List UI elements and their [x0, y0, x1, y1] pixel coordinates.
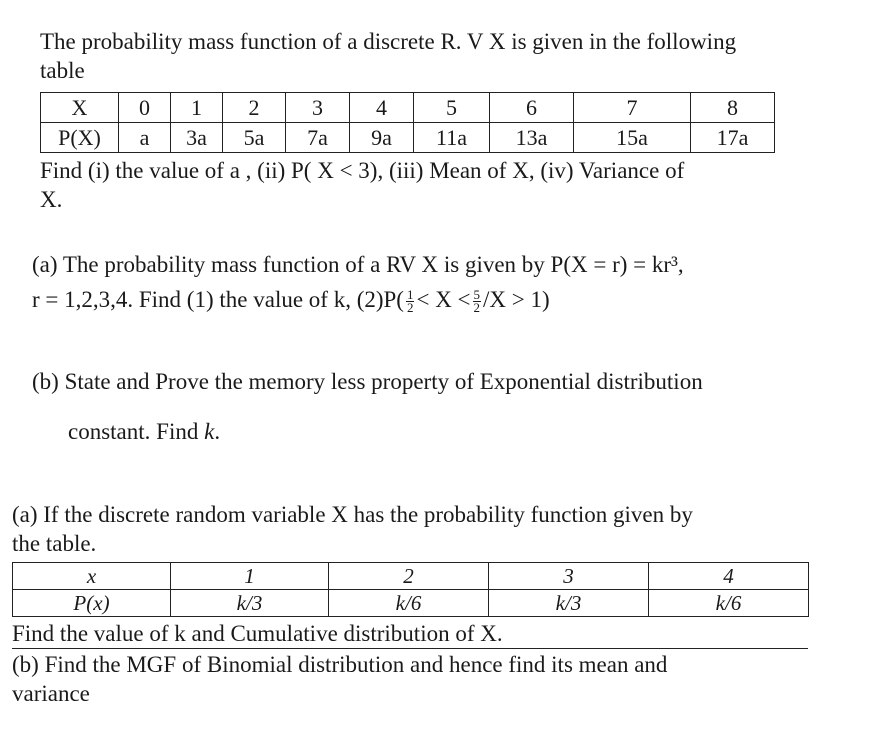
- q2b-line2-end: .: [214, 419, 221, 444]
- pmf-table-1: [40, 92, 775, 153]
- q3a-intro-line1: (a) If the discrete random variable X has the probability function given by: [12, 502, 693, 527]
- fraction-denominator: 2: [473, 300, 481, 316]
- table-cell: k/6: [329, 590, 489, 617]
- table-cell: 3a: [171, 123, 223, 153]
- table-cell: 2: [223, 93, 286, 123]
- table-header-cell: X: [41, 93, 119, 123]
- q2a-line2-suffix: /X > 1): [483, 287, 550, 312]
- table-cell: 4: [350, 93, 414, 123]
- table-cell: 15a: [574, 123, 691, 153]
- q2b-line1: (b) State and Prove the memory less property of Exponential distribution: [32, 369, 703, 394]
- pmf-table-2-x-row: [13, 563, 809, 590]
- section-divider: [12, 648, 808, 649]
- q2b-line2-prefix: constant. Find: [68, 419, 205, 444]
- table-cell: k/3: [489, 590, 649, 617]
- pmf-table-1-p-row: [41, 123, 775, 153]
- table-cell: 13a: [490, 123, 574, 153]
- q2a-line2-prefix: r = 1,2,3,4. Find (1) the value of k, (2)P(: [32, 287, 404, 312]
- table-header-cell: x: [13, 563, 171, 590]
- table-cell: 0: [119, 93, 171, 123]
- q1-find-line2: X.: [40, 187, 63, 212]
- fraction-one-half: [406, 289, 415, 314]
- table-cell: 5: [414, 93, 490, 123]
- q3b-line1: (b) Find the MGF of Binomial distribution and hence find its mean and: [12, 652, 668, 677]
- q2a-mid-text: < X <: [416, 287, 471, 312]
- pmf-table-2-p-row: [13, 590, 809, 617]
- q2a-line1: (a) The probability mass function of a RV X is given by P(X = r) = kr³,: [32, 252, 684, 277]
- table-cell: 8: [691, 93, 775, 123]
- fraction-numerator: 5: [473, 287, 481, 303]
- q1-intro-line2: table: [40, 58, 85, 83]
- pmf-table-2: [12, 562, 809, 617]
- q2a-line2: [32, 286, 550, 314]
- table-cell: 7a: [286, 123, 350, 153]
- fraction-denominator: 2: [406, 300, 414, 316]
- table-cell: 3: [489, 563, 649, 590]
- table-cell: 6: [490, 93, 574, 123]
- table-cell: 11a: [414, 123, 490, 153]
- q2b-line2: [68, 418, 220, 446]
- table-cell: 5a: [223, 123, 286, 153]
- fraction-five-halves: [473, 289, 482, 314]
- q3b-line2: variance: [12, 681, 90, 706]
- table-cell: 9a: [350, 123, 414, 153]
- table-cell: 1: [171, 93, 223, 123]
- q3a-find-line: Find the value of k and Cumulative distribution of X.: [12, 621, 503, 646]
- table-cell: k/6: [649, 590, 809, 617]
- table-cell: 4: [649, 563, 809, 590]
- table-header-cell: P(X): [41, 123, 119, 153]
- q1-find-line1: Find (i) the value of a , (ii) P( X < 3), (iii) Mean of X, (iv) Variance of: [40, 158, 685, 183]
- table-cell: 1: [171, 563, 329, 590]
- table-cell: 2: [329, 563, 489, 590]
- q3a-intro-line2: the table.: [12, 531, 97, 556]
- fraction-numerator: 1: [406, 287, 414, 303]
- table-cell: 17a: [691, 123, 775, 153]
- table-cell: a: [119, 123, 171, 153]
- table-cell: k/3: [171, 590, 329, 617]
- q2b-line2-variable: k: [204, 419, 215, 444]
- q1-intro-line1: The probability mass function of a discrete R. V X is given in the following: [40, 29, 737, 54]
- table-header-cell: P(x): [13, 590, 171, 617]
- pmf-table-1-x-row: [41, 93, 775, 123]
- table-cell: 3: [286, 93, 350, 123]
- table-cell: 7: [574, 93, 691, 123]
